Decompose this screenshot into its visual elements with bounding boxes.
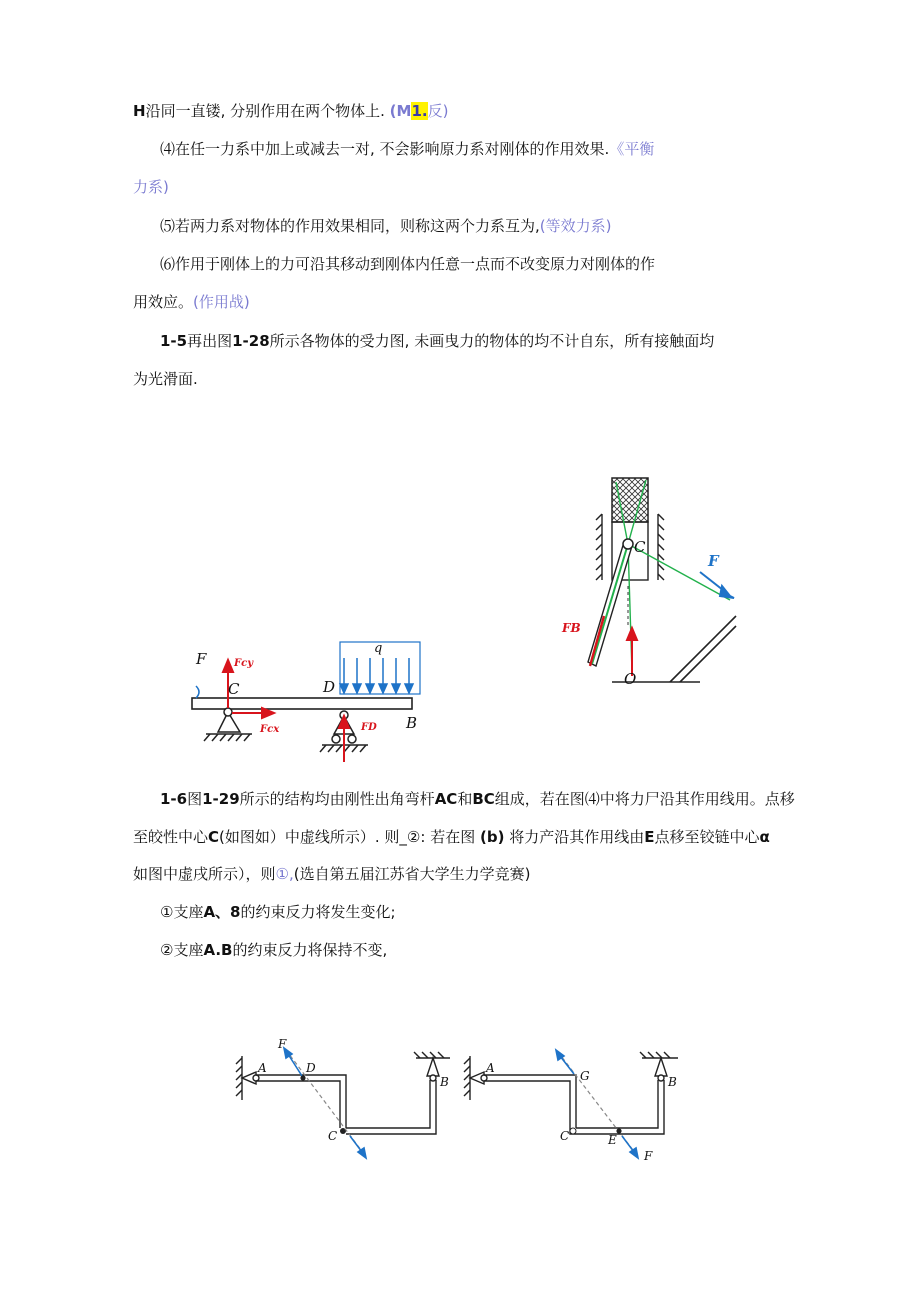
point-d	[300, 1075, 305, 1080]
text-fragment: BC	[472, 790, 495, 808]
label-c: C	[228, 680, 240, 698]
rod	[588, 542, 632, 666]
answer-fragment: ①,	[275, 865, 294, 883]
text-fragment: 所示各物体的受力图, 未画曳力的物体的均不计自东，所有接触面均	[269, 332, 715, 350]
text-fragment: ⑹作用于刚体上的力可沿其移动到刚体内任意一点而不改变原力对刚体的作	[160, 255, 656, 273]
text-fragment: 1-5	[160, 332, 188, 350]
answer-fragment: (等效力系)	[539, 217, 612, 235]
label-o: O	[624, 670, 637, 686]
text-fragment: 将力产沿其作用线由	[509, 828, 645, 846]
text-fragment: 的约束反力将保持不变,	[232, 941, 388, 959]
text-line-4	[160, 216, 612, 236]
text-fragment: 点移至铰链中心	[654, 828, 760, 846]
label-d: D	[306, 1061, 316, 1075]
text-line-5	[160, 254, 655, 274]
wall-a	[464, 1056, 487, 1100]
text-fragment: 1-28	[232, 332, 270, 350]
label-q: q	[374, 641, 383, 656]
text-fragment: 图	[187, 790, 203, 808]
frame-edge-inner	[680, 626, 736, 682]
text-line-8	[133, 369, 198, 389]
label-c: C	[560, 1129, 570, 1143]
text-fragment: (b)	[479, 828, 505, 846]
text-fragment: 如图中虚戌所示），则	[133, 865, 276, 883]
text-fragment: 的约束反力将发生变化;	[240, 903, 396, 921]
text-fragment: 至皎性中心	[133, 828, 209, 846]
hinge-c	[570, 1128, 576, 1134]
text-fragment: 组成，若在图⑷中将力尸沿其作用线用。点移	[494, 790, 795, 808]
label-a: A	[258, 1061, 267, 1075]
force-f-arc	[196, 686, 199, 698]
bar-bc	[346, 1080, 436, 1134]
bar-ac	[484, 1075, 576, 1128]
label-c: C	[634, 538, 646, 556]
label-b: B	[406, 714, 418, 732]
text-line-12	[160, 902, 396, 922]
beam	[192, 698, 412, 709]
answer-fragment: (作用战)	[193, 293, 250, 311]
label-g: G	[580, 1069, 590, 1083]
text-fragment: ①支座	[160, 903, 204, 921]
force-f-arrow	[700, 572, 734, 598]
frame-figure-a	[232, 1036, 462, 1166]
force-o-arrow	[627, 628, 637, 676]
text-line-9	[160, 789, 795, 809]
frame-edge	[670, 616, 736, 682]
text-line-13	[160, 940, 387, 960]
text-line-11	[133, 864, 530, 884]
label-b: B	[668, 1075, 677, 1089]
highlighted-fragment: 1.	[411, 102, 428, 120]
label-f: F	[278, 1037, 287, 1051]
text-line-3	[133, 177, 169, 197]
label-e: E	[608, 1133, 617, 1147]
frame-figure-b	[462, 1036, 692, 1166]
text-fragment: C	[208, 828, 220, 846]
text-fragment: 为光滑面.	[133, 370, 198, 388]
text-fragment: E	[644, 828, 655, 846]
slider-block	[612, 478, 648, 522]
answer-fragment: 《平衡	[609, 140, 655, 158]
text-fragment: α	[759, 828, 770, 846]
text-line-2	[160, 139, 654, 159]
text-fragment: AC	[434, 790, 458, 808]
label-fb: FB	[562, 621, 581, 635]
point-e	[616, 1128, 621, 1133]
text-fragment: A、8	[203, 903, 241, 921]
text-line-7	[160, 331, 714, 351]
text-line-6	[133, 292, 250, 312]
label-f: F	[644, 1149, 653, 1163]
text-fragment: 1-6	[160, 790, 188, 808]
answer-fragment: 力系)	[133, 178, 169, 196]
label-fcy: Fcy	[234, 658, 253, 669]
text-fragment: ⑷在任一力系中加上或减去一对, 不会影响原力系对刚体的作用效果.	[160, 140, 610, 158]
bar-bc	[570, 1080, 664, 1134]
text-fragment: 用效应。	[133, 293, 194, 311]
text-fragment: 再出图	[187, 332, 233, 350]
text-fragment: ②支座	[160, 941, 204, 959]
text-fragment: 1-29	[202, 790, 240, 808]
answer-fragment: (M	[389, 102, 412, 120]
label-fd: FD	[361, 722, 377, 733]
text-fragment: H	[133, 102, 146, 120]
label-f: F	[196, 650, 207, 668]
rod-slider-figure	[560, 476, 740, 686]
label-f: F	[708, 552, 719, 570]
pin-c	[623, 539, 633, 549]
label-a: A	[486, 1061, 495, 1075]
bar-ac	[256, 1075, 346, 1128]
text-fragment: A.B	[203, 941, 233, 959]
text-fragment: 和	[457, 790, 473, 808]
text-fragment: 沿同一直镂, 分别作用在两个物体上.	[145, 102, 385, 120]
beam-figure	[188, 636, 430, 768]
label-c: C	[328, 1129, 338, 1143]
label-d: D	[323, 678, 336, 696]
answer-fragment: 反)	[427, 102, 449, 120]
text-fragment: (选自第五届江苏省大学生力学竞赛)	[293, 865, 531, 883]
wall-a	[236, 1056, 259, 1100]
text-fragment: 所示的结构均由刚性出角弯杆	[239, 790, 435, 808]
text-fragment: ⑸若两力系对物体的作用效果相同，则称这两个力系互为,	[160, 217, 540, 235]
text-line-1	[133, 101, 448, 121]
text-fragment: (如图如）中虚线所示）. 则_②: 若在图	[219, 828, 476, 846]
distributed-load-arrows	[340, 658, 413, 693]
text-line-10	[133, 827, 770, 847]
label-fcx: Fcx	[260, 724, 280, 735]
label-b: B	[440, 1075, 449, 1089]
